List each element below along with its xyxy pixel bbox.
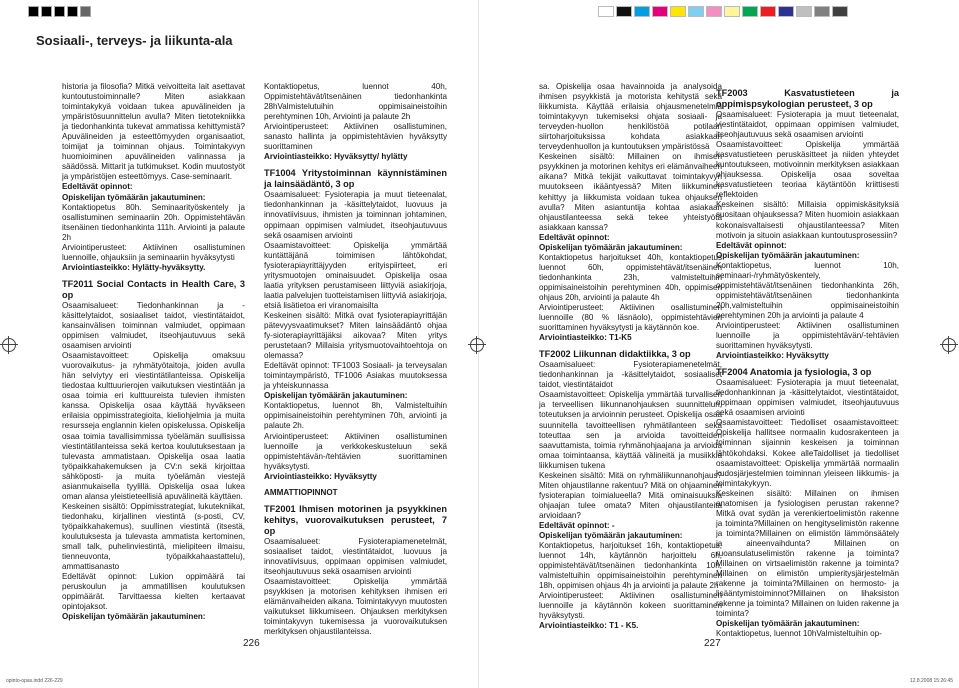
swatch (724, 6, 740, 17)
course-heading: TF2004 Anatomia ja fysiologia, 3 op (716, 367, 872, 378)
course-heading: TF1004 Yritystoiminnan käynnistäminen ja lainsäädäntö, 3 op (264, 168, 447, 190)
column-2 (264, 82, 447, 637)
course-heading: TF2011 Social Contacts in Health Care, 3 op (62, 278, 245, 300)
field-label: Opiskelijan työmäärän jakautuminen: (716, 250, 860, 260)
column-1 (62, 82, 245, 622)
swatch (670, 6, 686, 17)
paragraph: Osaamisalueet: Fysioterapiamenetelmät, tiedonhankinnan ja -käsittelytaidot, sosiaaliset taidot, viestintätaidot (539, 360, 722, 390)
paragraph: Osaamistavoitteet: Opiskelija ymmärtää kasvatustieteen peruskäsitteet ja niiden yhteydet kuntoutukseen, motivoinnin merkityksen asiakkaan ohjauksessa. Opiskelija osaa soveltaa kasvatustieteen teoriaa käytäntöön kriittisesti reflektoiden (716, 140, 899, 200)
section-title: Sosiaali-, terveys- ja liikunta-ala (36, 33, 233, 48)
field-label: Edeltävät opinnot: - (539, 520, 615, 530)
course-heading: TF2002 Liikunnan didaktiikka, 3 op (539, 349, 691, 360)
paragraph: Kontaktiopetus, harjoitukset 16h, kontaktiopetus, luennot 14h, käytännön harjoittelu 6h, oppimistehtävät/itsenäinen tiedonhankinta 10h, valmisteltuihin oppimisaineistoihin perehtyminen 18h, oppimisen ohjaus 4h ja arviointi ja palaute 2h (539, 541, 722, 591)
paragraph: Kontaktiopetus 80h. Seminaarityöskentely ja osallistuminen seminaariin 20h. Oppimistehtävän itsenäinen tiedonhankinta 111h. Arviointi ja palaute 2h (62, 202, 245, 242)
swatch (778, 6, 794, 17)
registration-mark-icon (2, 338, 16, 352)
paragraph: Keskeinen sisältö: Mitä on ryhmäliikunnanohjaus? Miten ohjaustilanne rakentuu? Mitä on ohjaaminen fysioterapian toimialueella? Mitä ominaisuuksia ohjaajan tulee omata? Miten ohjaustilanteita arvioidaan? (539, 470, 722, 520)
paragraph: Keskeinen sisältö: Millainen on ihmisen psyykkinen ja motorinen kehitys eri elämänvaiheen aikana? Mitkä tekijät vaikuttavat toimintakyvyn muutokseen ikääntyessä? Miten liikkuminen kehittyy ja liikkumista voidaan tukea ohjauksen avulla? Miten asiantuntija kohtaa asiakaan ohjaustilanteessa sekä tekee yhteistyötä asiakkaan kanssa? (539, 152, 722, 232)
registration-swatches-left (28, 6, 91, 17)
paragraph: Arviointiperusteet: Aktiivinen osallistuminen luennoille ja oppimistehtävän/-tehtävien suorittaminen hyväksytysti. (716, 320, 899, 351)
field-label: Arviointiasteikko: Hyväksytty/ hylätty (264, 152, 408, 162)
swatch (652, 6, 668, 17)
registration-mark-icon (470, 338, 484, 352)
field-label: Edeltävät opinnot: (539, 232, 610, 242)
paragraph: sa. Opiskelija osaa havainnoida ja analysoida ihmisen psyykkistä ja motorista kehitystä sekä liikkumista. Käyttää erilaisia ohjausmenetelmiä toimintakyvyn tukemiseksi ohjata sosiaali- ja terveyden-huollon henkilöstöä potilaan siirtoharjoituksissa kohdata asiakkaan terveydenhuollon ja kuntoutuksen ympäristössä (539, 82, 722, 152)
swatch (688, 6, 704, 17)
paragraph: Kontaktiopetus, luennot 40h, Oppimistehtävät/itsenäinen tiedonhankinta 28hValmistelutuihin oppimisaineistoihin perehtyminen 10h, Arviointi ja palaute 2h (264, 82, 447, 122)
paragraph: historia ja filosofia? Mitkä veivoitteita lait asettavat kuntoutustoiminnalle? Miten asiakkaan toimintakykyä voidaan tukea apuvälineiden ja ympäristösuunnittelun avulla? Miten tietotekniikka ja tiedonhankinta tukevat ammatissa kehittymistä? Apuvälineiden ja esteettömyyden organisaatiot, toimijat ja toiminnan ohjaus. Toimintakyvyn huomioiminen apuvälineiden valinnassa ja säädössä. Mittarit ja tutkimukset. Kodin muutostyöt ja ympäristöjen esteettömyys. Case-seminaarit. (62, 82, 245, 182)
paragraph: Osaamistavoitteet: Opiskelija ymmärtää turvallisen ja terveellisen liikunnanohjauksen suunnittelun, toteutuksen ja arvioinnin perusteet. Opiskelija osaa suunnitella tavoitteellisen ryhmätilanteen sekä toteuttaa sen ja arvioida tavoitteiden saavuttamista, toimia ryhmänohjaajana ja arvioida omaa toimintaansa, käyttää välineitä ja musiikkia liikkumisen tukena (539, 390, 722, 470)
swatch (796, 6, 812, 17)
swatch (28, 6, 39, 17)
paragraph: Osaamistavoitteet: Opiskelija ymmärtää psyykkisen ja motorisen kehityksen ihmisen eri elämänvaiheiden aikana. Toimintakyvyn muutosten vaikutukset liikkumiseen. Ohjauksen merkityksen toimintakyvyn tukemisessa ja vuorovaikutuksen merkityksen ohjaustilanteissa. (264, 576, 447, 637)
field-label: Arviointiasteikko: Hyväksytty (264, 471, 377, 481)
page-number-left: 226 (243, 638, 260, 649)
paragraph: Keskeinen sisältö: Mitkä ovat fysioterapiayrittäjän pätevyysvaatimukset? Miten lainsäädäntö ohjaa fy-sioterapiayrittäjäksi aikovaa? Miten yritys perustetaan? Millaisia yritysmuotovaihtoehtoja on olemassa? (264, 310, 447, 361)
course-heading: TF2001 Ihmisen motorinen ja psyykkinen kehitys, vuorovaikutuksen perusteet, 7 op (264, 503, 447, 536)
paragraph: Arviointiperusteet: Aktiivinen osallistuminen, sanasto hallinta ja oppimistehtävien hyväksytty suorittaminen (264, 122, 447, 152)
paragraph: Arviointiperusteet: Aktiivinen osallistuminen luennoille (80 % läsnäolo), oppimistehtävien suorittaminen hyväksytysti ja käytännön koe. (539, 303, 722, 333)
paragraph: Osaamisalueet: Fysioterapia ja muut tieteenalat, viestintätaidot, oppimaan oppimisen valmiudet, itseohjautuvuus sekä osaamisen arviointi (716, 110, 899, 140)
column-4 (716, 82, 899, 639)
paragraph: Keskeinen sisältö: Millaisia oppimiskäsityksiä suositaan ohjauksessa? Miten huomioin asiakkaan kokonaisvaltaisesti ohjaustilanteessa? Miten motivoin ja situoin asiakkaan kuntoutusprosessiin? (716, 200, 899, 240)
field-label: Arviointiasteikko: Hylätty-hyväksytty. (62, 262, 206, 272)
paragraph: Kontaktiopetus, luennot 10h, seminaari-/ryhmätyöskentely, oppimistehtävät/itsenäinen tiedonhankinta 26h, oppimistehtävät/itsenäinen tiedonhankinta 20h,valmisteltuihin oppimisaineistoihin perehtyminen 20h ja arviointi ja palaute 4 (716, 260, 899, 320)
field-label: Opiskelijan työmäärän jakautuminen: (539, 531, 683, 541)
paragraph: Osaamistavoitteet: Opiskelija ymmärtää kuntättäjänä toimimisen lähtökohdat, fysioterapiayrittäjyyden erityispiirteet, eri yritysmuotojen ominaisuudet. Opiskelija osaa laatia yrityksen perustamiseen liittyviä asiakirjoja, laatia palvelujen tuotteistamisen liittyviä asiakirjoja, etsiä lisätietoa eri viranomaisilta (264, 240, 447, 310)
paragraph: Osaamisalueet: Fysioterapia ja muut tieteenalat, tiedonhankinnan ja -käsittelytaidot, viestintätaidot, oppimaan oppimisen valmiudet, itseohjautuvuus sekä osaamisen arviointi (716, 378, 899, 418)
paragraph: Edeltävät opinnot: TF1003 Sosiaali- ja terveysalan toimintaympäristö, TF1006 Asiakas muutoksessa ja yhteiskunnassa (264, 361, 447, 391)
field-label: Arviointiasteikko: T1 - K5. (539, 621, 639, 631)
paragraph: Osaamisalueet: Fysioterapiamenetelmät, sosiaaliset taidot, viestintätaidot, luovuus ja innovatiivisuus, oppimaan oppimisen valmiudet, itseohjautuvuus sekä osaamisen arviointi (264, 536, 447, 576)
slug-timestamp: 12.8.2008 15:26:45 (909, 678, 953, 684)
paragraph: Arviointiperusteet: Aktiivinen osallistuminen luennoille ja käytännön kokeen suorittaminen hyväksytysti. (539, 591, 722, 621)
swatch (598, 6, 614, 17)
field-label: Opiskelijan työmäärän jakautuminen: (716, 619, 860, 629)
section-heading: AMMATTIOPINNOT (264, 487, 338, 497)
paragraph: Kontaktiopetus, luennot 10hValmisteltuihin op- (716, 629, 882, 639)
swatch (760, 6, 776, 17)
slug-filename: opinto-opas.indd 226-229 (6, 678, 63, 684)
swatch (814, 6, 830, 17)
field-label: Opiskelijan työmäärän jakautuminen: (62, 612, 206, 622)
paragraph: Kontaktiopetus, luennot 8h, Valmisteltuihin oppimisaineistoihin perehtyminen 70h, arviointi ja palaute 2h. (264, 401, 447, 431)
paragraph: Osaamisalueet: Fysioterapia ja muut tieteenalat, tiedonhankinnan ja -käsittelytaidot, luovuus ja innovatiivisuus, ihmisten ja toiminnan johtaminen, oppimaan oppimisen valmiudet, itseohjautuvuus sekä osaamisen arviointi (264, 190, 447, 240)
paragraph: Edeltävät opinnot: Lukion oppimäärä tai peruskoulun ja ammatillisen koulutuksen oppimäärät. Tarvittaessa kielten kertaavat opintojaksot. (62, 572, 245, 612)
paragraph: Osaamistavoitteet: Tiedolliset osaamistavoitteet: Opiskelija hallitsee normaalin kudosrakenteen ja toiminnan sijainnin keskeisen ja toiminnan lähtökohdaksi. Kokee alleTaidolliset ja tiedolliset osaamistavoitteet: Opiskelija ymmärtää normaalin kudosjärjestelmien toiminnan yleiseen liikkumis- ja toimintakykyyn. (716, 418, 899, 488)
page-number-right: 227 (704, 638, 721, 649)
swatch (634, 6, 650, 17)
paragraph: Keskeinen sisältö: Millainen on ihmisen anatomisen ja fysiologisen perustan rakenne?Mitkä ovat sydän ja verenkiertoelimistön rakenne ja toiminta?Millainen on hengityselimistön rakenne ja toiminta?Millainen on elimistön lämmönsäätely ja aineenvaihdunta? Millainen on ruoansulatuselimistön rakenne ja toiminta?Millainen on virtsaelimistön rakenne ja toiminta?Millainen on elimistön umpieritysjärjestelmän rakenne ja toiminta?Millainen on hermosto- ja lisääntymistoiminnot?Millainen on lihaksiston rakenne ja toiminta? Millainen on luiden rakenne ja toiminta? (716, 488, 899, 619)
field-label: Edeltävät opinnot: (716, 240, 787, 250)
swatch (41, 6, 52, 17)
paragraph: Keskeinen sisältö: Oppimisstrategiat, lukutekniikat, tiedonhaku, kirjallinen viestintä (s-posti, CV, työpaikkahakemus), suullinen viestintä (itsestä, koulutuksesta ja tulevasta ammatista kertominen, small talk, puhelinviestintä, mielipiteen ilmaisu, tienneuvonta, työpaikkahaastattelu), ammattisanasto (62, 501, 245, 572)
registration-mark-icon (942, 338, 956, 352)
field-label: Arviointiasteikko: Hyväksytty (716, 351, 829, 361)
field-label: Edeltävät opinnot: (62, 182, 133, 192)
paragraph: Osaamistavoitteet: Opiskelija omaksuu vuorovaikutus- ja ryhmätyötaitoja, joiden avulla hän selviytyy eri viestintätilanteissa. Opiskelija tiedostaa kulttuurierojen vaikutuksen viestintään ja osaa toimia eri kulttuureista tulevien ihmisten kanssa. Opiskelija osaa käyttää hyväkseen erilaisia oppimisstrategioita, kieliohjelmia ja muita resursseja englannin kielen opiskelussa. Opiskelija osaa toimia tavallisimmissa työelämän suullisissa viestintätilanteissa sekä kertoa koulutuksestaan ja tulevasta ammatistaan. Opiskelija osaa laatia työpaikkahakemuksen ja CV:n sekä kirjoittaa sähköposti- ja muita työelämän viestejä asianmukaisella tyylillä. Opiskelija osaa lukea oman alansa yleistieteellisiä apuvälineitä käyttäen. (62, 351, 245, 501)
swatch (742, 6, 758, 17)
paragraph: Kontaktiopetus harjoitukset 40h, kontaktiopetus luennot 60h, oppimistehtävät/itsenäinen tiedonhankinta 23h, valmisteltuihin oppimisaineistoihin perehtyminen 40h, oppimisen ohjaus 20h, arviointi ja palaute 4h (539, 252, 722, 302)
swatch (80, 6, 91, 17)
swatch (54, 6, 65, 17)
swatch (67, 6, 78, 17)
field-label: Opiskelijan työmäärän jakautuminen: (539, 242, 683, 252)
paragraph: Osaamisalueet: Tiedonhankinnan ja -käsittelytaidot, sosiaaliset taidot, viestintätaidot, kansainvälisen toiminnan valmiudet, oppimaan oppimisen valmiudet, itseohjautuvuus sekä osaamisen arviointi (62, 300, 245, 351)
swatch (706, 6, 722, 17)
color-calibration-bar (598, 6, 848, 17)
field-label: Opiskelijan työmäärän jakautuminen: (62, 192, 206, 202)
paragraph: Arviointiperusteet: Aktiivinen osallistuminen luennoille ja verkkokeskusteluun sekä oppimistehtävän-/tehtävien suorittaminen hyväksytysti. (264, 431, 447, 471)
swatch (616, 6, 632, 17)
column-3 (539, 82, 722, 631)
paragraph: Arviointiperusteet: Aktiivinen osallistuminen luennoille, ohjauksiin ja seminaariin hyväksytysti (62, 242, 245, 262)
course-heading: TF2003 Kasvatustieteen ja oppimispsykologian perusteet, 3 op (716, 88, 899, 109)
field-label: Arviointiasteikko: T1-K5 (539, 333, 632, 343)
swatch (832, 6, 848, 17)
field-label: Opiskelijan työmäärän jakautuminen: (264, 391, 408, 401)
